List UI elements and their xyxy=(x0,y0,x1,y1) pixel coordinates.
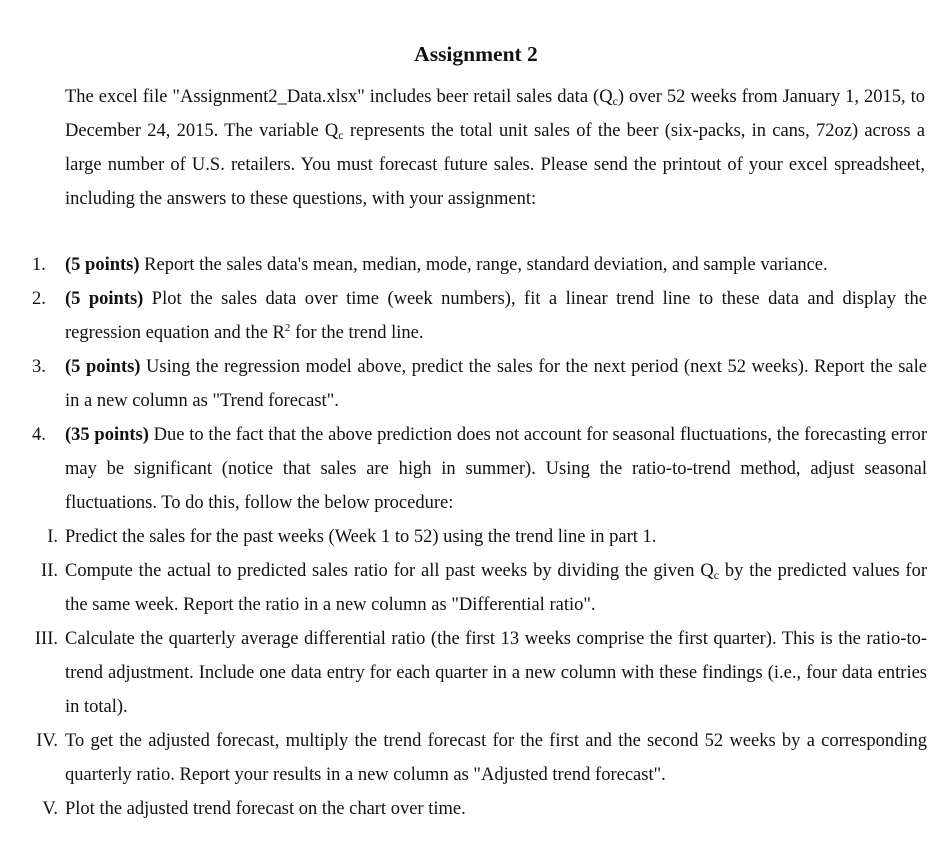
step-text: Predict the sales for the past weeks (Week 1 to 52) using the trend line in part 1. xyxy=(65,527,657,547)
step-iii xyxy=(0,622,952,724)
question-text: Using the regression model above, predict the sales for the next period (next 52 weeks). Report the sale in a new column as "Trend forecast". xyxy=(65,357,927,411)
intro-text-1: The excel file "Assignment2_Data.xlsx" includes beer retail sales data (Q xyxy=(65,87,613,107)
r-squared-superscript: 2 xyxy=(284,322,291,334)
step-number: I. xyxy=(47,527,58,547)
step-number: II. xyxy=(41,561,58,581)
question-number: 1. xyxy=(32,255,46,275)
question-text: Plot the sales data over time (week numbers), fit a linear trend line to these data and display the regression equation and the R xyxy=(65,289,927,343)
step-text: by the predicted values for the same week. Report the ratio in a new column as "Differential ratio". xyxy=(65,561,928,615)
page-title: Assignment 2 xyxy=(414,42,538,66)
qc-subscript: c xyxy=(338,128,344,142)
question-number: 4. xyxy=(32,425,46,445)
question-points: (5 points) xyxy=(65,357,141,377)
step-iv xyxy=(0,724,952,792)
step-text: Compute the actual to predicted sales ratio for all past weeks by dividing the given Q xyxy=(65,561,714,581)
question-1 xyxy=(0,248,952,282)
intro-paragraph xyxy=(65,80,925,216)
question-4 xyxy=(0,418,952,520)
step-v xyxy=(0,792,952,826)
step-ii xyxy=(0,554,952,622)
step-number: V. xyxy=(42,799,58,819)
qc-subscript: c xyxy=(612,94,618,108)
question-text: Report the sales data's mean, median, mode, range, standard deviation, and sample variance. xyxy=(139,255,828,275)
step-text: Plot the adjusted trend forecast on the chart over time. xyxy=(65,799,466,819)
question-number: 2. xyxy=(32,289,46,309)
question-list xyxy=(0,248,952,826)
intro-text-3: represents the total unit sales of the beer (six-packs, in cans, 72oz) across a large number of U.S. retailers. You must forecast future sales. Please send the printout of your excel spreadsheet, including the answers to these questions, with your assignment: xyxy=(65,121,926,209)
step-number: IV. xyxy=(36,731,58,751)
question-points: (35 points) xyxy=(65,425,149,445)
question-text: Due to the fact that the above prediction does not account for seasonal fluctuations, the forecasting error may be significant (notice that sales are high in summer). Using the ratio-to-trend method, adjust seasonal fluctuations. To do this, follow the below procedure: xyxy=(65,425,927,513)
question-points: (5 points) xyxy=(65,289,144,309)
qc-subscript: c xyxy=(713,568,720,582)
step-text: Calculate the quarterly average differential ratio (the first 13 weeks comprise the first quarter). This is the ratio-to-trend adjustment. Include one data entry for each quarter in a new column with these findings (i.e., four data entries in total). xyxy=(65,629,927,717)
question-2 xyxy=(0,282,952,350)
step-number: III. xyxy=(34,629,58,649)
question-points: (5 points) xyxy=(65,255,140,275)
step-text: To get the adjusted forecast, multiply the trend forecast for the first and the second 52 weeks by a corresponding quarterly ratio. Report your results in a new column as "Adjusted trend forecast". xyxy=(65,731,927,785)
question-text: for the trend line. xyxy=(290,323,424,343)
question-3 xyxy=(0,350,952,418)
step-i xyxy=(0,520,952,554)
question-number: 3. xyxy=(32,357,46,377)
intro-text-2: ) over 52 weeks from January 1, 2015, to December 24, 2015. The variable Q xyxy=(65,87,925,141)
